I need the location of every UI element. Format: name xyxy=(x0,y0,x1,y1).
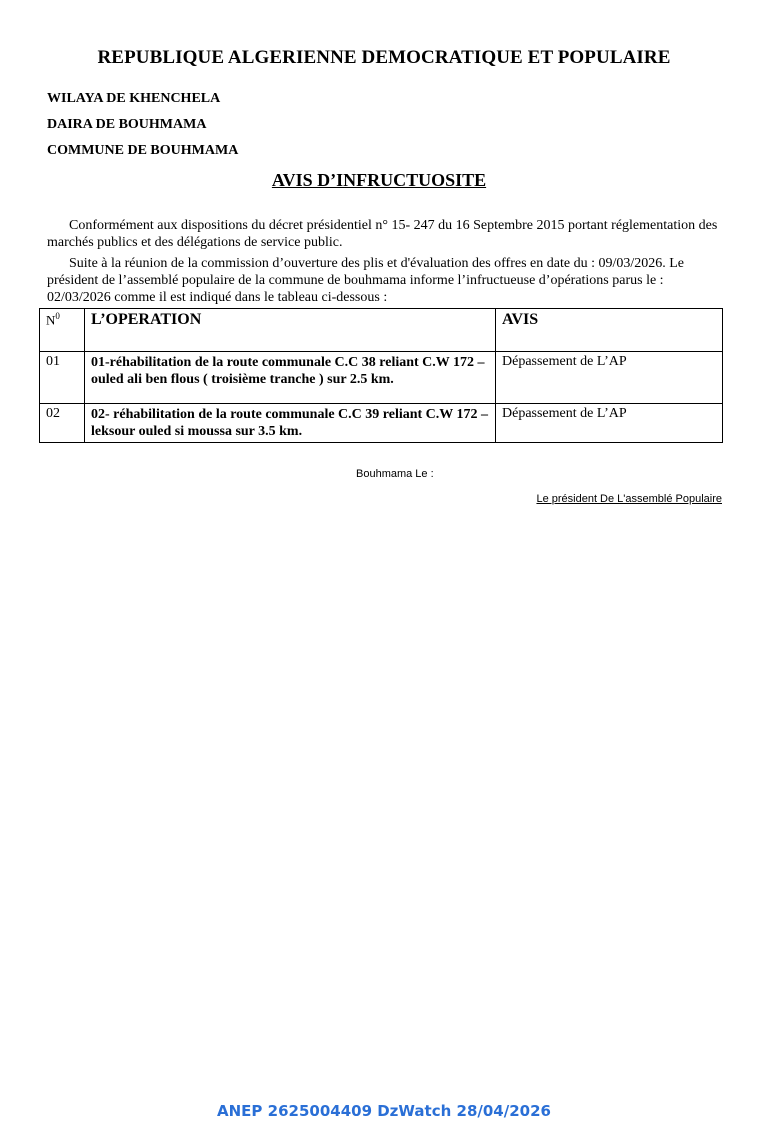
table-row xyxy=(40,352,723,404)
row-avis: Dépassement de L’AP xyxy=(496,404,723,443)
signature-place-date: Bouhmama Le : xyxy=(356,468,434,480)
republic-heading: REPUBLIQUE ALGERIENNE DEMOCRATIQUE ET POPULAIRE xyxy=(97,47,671,68)
header-number xyxy=(40,309,85,352)
header-avis: AVIS xyxy=(496,309,723,352)
table-row xyxy=(40,404,723,443)
table-header-row xyxy=(40,309,723,352)
row-operation: 02- réhabilitation de la route communale C.C 39 reliant C.W 172 –leksour ouled si moussa sur 3.5 km. xyxy=(85,404,496,443)
header-operation: L’OPERATION xyxy=(85,309,496,352)
paragraph-meeting xyxy=(47,255,727,306)
row-operation: 01-réhabilitation de la route communale C.C 38 reliant C.W 172 –ouled ali ben flous ( troisième tranche ) sur 2.5 km. xyxy=(85,352,496,404)
wilaya-line: WILAYA DE KHENCHELA xyxy=(47,91,221,106)
row-number: 02 xyxy=(40,404,85,443)
row-number: 01 xyxy=(40,352,85,404)
operations-table xyxy=(39,308,723,443)
signature-role: Le président De L'assemblé Populaire xyxy=(536,493,722,505)
notice-title: AVIS D’INFRUCTUOSITE xyxy=(271,170,487,190)
header-number-sup: 0 xyxy=(55,311,60,321)
row-avis: Dépassement de L’AP xyxy=(496,352,723,404)
paragraph-decree-text: Conformément aux dispositions du décret présidentiel n° 15- 247 du 16 Septembre 2015 portant réglementation des marchés publics et des délégations de service public. xyxy=(47,218,718,250)
daira-line: DAIRA DE BOUHMAMA xyxy=(47,117,207,132)
paragraph-meeting-text: Suite à la réunion de la commission d’ouverture des plis et d'évaluation des offres en date du : 09/03/2026. Le président de l’assemblé populaire de la commune de bouhmama informe l’infructueuse d’opérations parus le : 02/03/2026 comme il est indiqué dans le tableau ci-dessous : xyxy=(47,256,685,305)
commune-line: COMMUNE DE BOUHMAMA xyxy=(47,143,239,158)
paragraph-decree xyxy=(47,217,727,251)
footer-reference: ANEP 2625004409 DzWatch 28/04/2026 xyxy=(217,1102,551,1120)
header-number-label: N xyxy=(46,312,56,328)
